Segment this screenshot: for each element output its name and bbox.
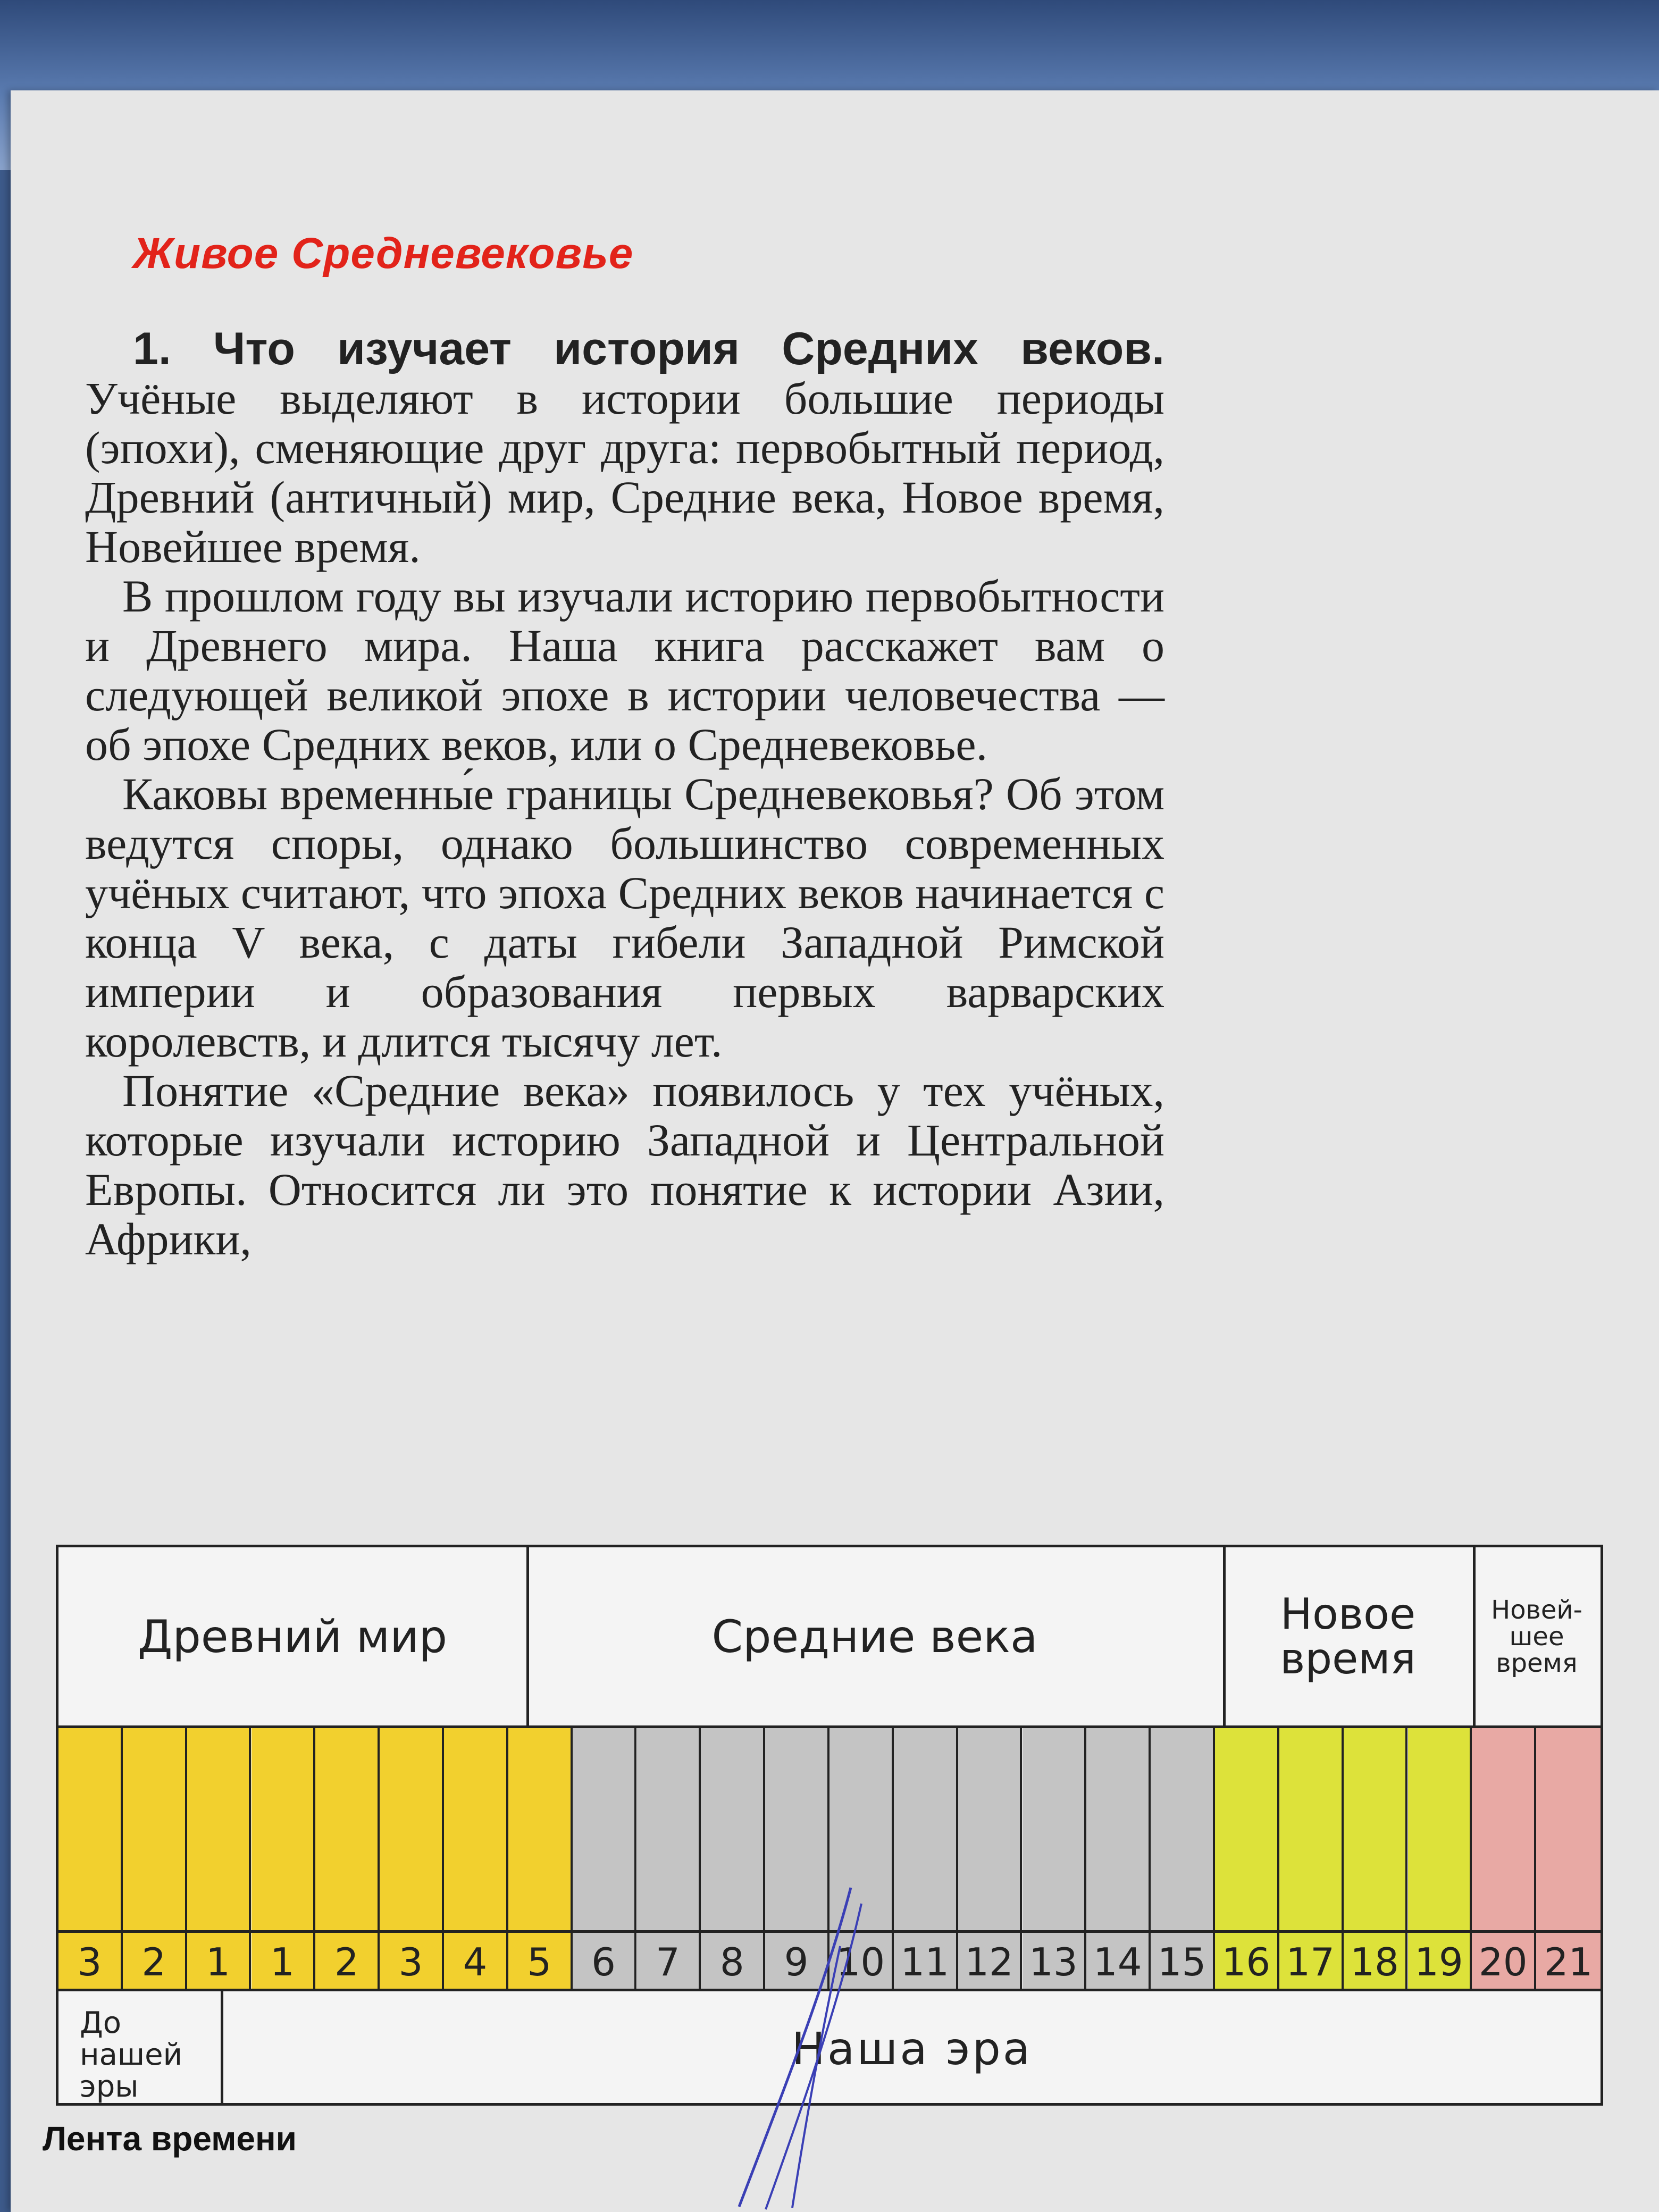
century-number: 18 [1344,1933,1408,1991]
era-contemporary-label-2: шее [1509,1621,1564,1652]
era-contemporary-label-3: время [1496,1648,1578,1678]
era-ancient-label: Древний мир [137,1610,448,1663]
century-number: 16 [1215,1933,1279,1991]
century-number: 17 [1279,1933,1344,1991]
era-row [58,1547,1601,1728]
era-modern-label-2: время [1280,1633,1416,1683]
century-number: 5 [508,1933,573,1991]
century-number: 21 [1536,1933,1601,1991]
era-contemporary [1473,1547,1601,1725]
century-number: 1 [252,1933,316,1991]
century-number: 12 [958,1933,1023,1991]
century-number: 6 [573,1933,637,1991]
era-modern-label-1: Новое [1280,1589,1416,1639]
paragraph-3: Каковы временны́е границы Средневековья? Об этом ведутся споры, однако большинство современных учёных считают, что эпоха Средних веков начинается с конца V века, с даты гибели Западной Римской империи и образования первых варварских королевств, и длится тысячу лет. [85,768,1164,1067]
bc-label-3: эры [80,2069,139,2104]
paragraph-4: Понятие «Средние века» появилось у тех учёных, которые изучали историю Западной и Центральной Европы. Относится ли это понятие к истории Азии, Африки, [85,1065,1164,1264]
century-number: 10 [830,1933,894,1991]
paragraph-1-text: Учёные выделяют в истории большие периоды (эпохи), сменяющие друг друга: первобытный период, Древний (античный) мир, Средние века, Новое время, Новейшее время. [85,373,1164,572]
pen-scribble [718,1882,888,2212]
era-modern [1223,1547,1476,1725]
century-number: 4 [444,1933,508,1991]
era-contemporary-label-1: Новей- [1491,1595,1582,1625]
bc-label [58,1991,223,2106]
century-number: 11 [894,1933,958,1991]
era-ancient-world [58,1547,529,1725]
century-number: 2 [123,1933,187,1991]
bc-label-1: До [80,2006,122,2040]
century-number: 9 [765,1933,830,1991]
paragraph-2: В прошлом году вы изучали историю первобытности и Древнего мира. Наша книга расскажет вам о следующей великой эпохе в истории человечества — об эпохе Средних веков, или о Средневековье. [85,571,1164,770]
century-number: 19 [1408,1933,1472,1991]
bc-label-2: нашей [80,2038,183,2072]
era-middle-label: Средние века [711,1610,1038,1663]
century-number: 1 [187,1933,252,1991]
century-number: 2 [315,1933,380,1991]
paragraph-1 [85,324,1164,572]
section-title: Живое Средневековье [133,229,634,278]
paragraph-heading: 1. Что изучает история Средних веков. [133,323,1164,374]
century-number: 20 [1472,1933,1536,1991]
century-number: 3 [380,1933,444,1991]
century-number: 3 [58,1933,123,1991]
ad-label: Наша эра [791,2022,1033,2075]
century-number: 14 [1086,1933,1151,1991]
main-text [85,324,1164,1264]
century-number: 7 [637,1933,701,1991]
era-middle-ages [526,1547,1226,1725]
figure-caption: Лента времени [43,2119,297,2158]
century-number: 15 [1151,1933,1215,1991]
century-number: 8 [701,1933,765,1991]
century-number: 13 [1023,1933,1087,1991]
